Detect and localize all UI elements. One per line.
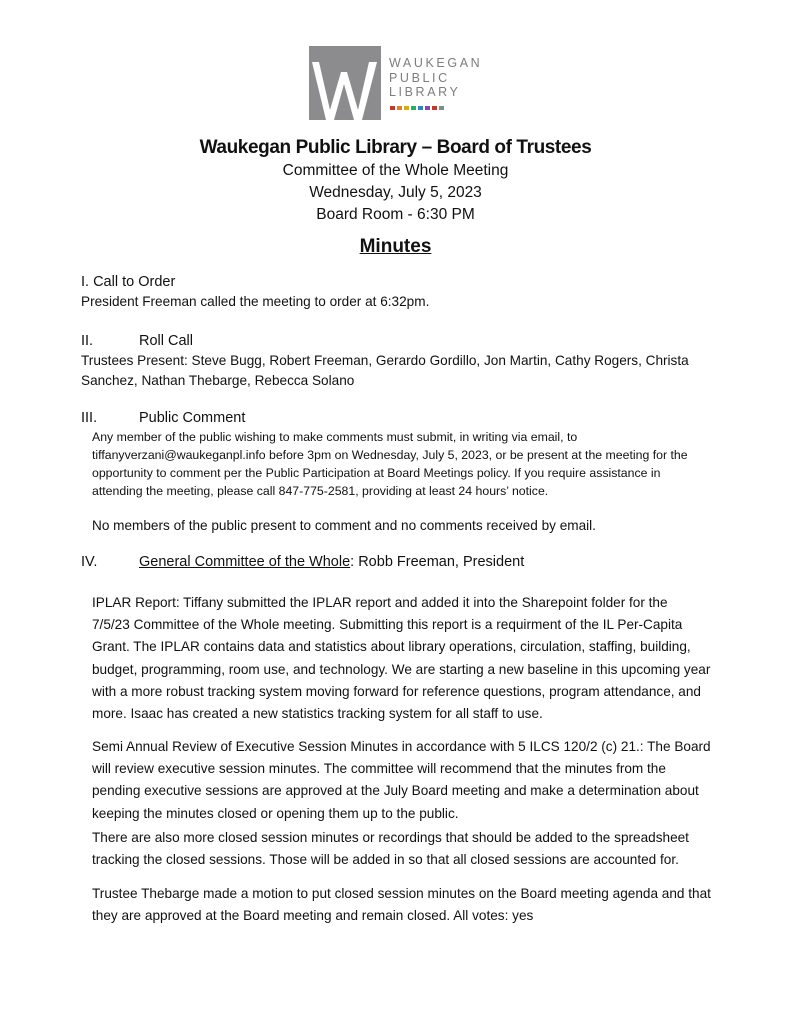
public-comment-notice-line: opportunity to comment per the Public Participation at Board Meetings policy. If you require assistance in — [92, 466, 661, 480]
section-general-committee-number: IV. — [81, 554, 98, 570]
public-comment-notice-line: attending the meeting, please call 847-775-2581, providing at least 24 hours’ notice. — [92, 484, 549, 498]
executive-session-review-paragraph — [92, 736, 711, 825]
closed-sessions-paragraph — [92, 827, 689, 871]
logo-dot — [425, 106, 430, 110]
paragraph-line: Semi Annual Review of Executive Session Minutes in accordance with 5 ILCS 120/2 (c) 21.: The Board — [92, 739, 711, 754]
paragraph-line: more. Isaac has created a new statistics tracking system for all staff to use. — [92, 706, 543, 722]
public-comment-body: No members of the public present to comment and no comments received by email. — [92, 518, 596, 533]
section-public-comment-number: III. — [81, 410, 98, 426]
logo-line: LIBRARY — [389, 85, 461, 99]
logo-dot — [397, 106, 402, 110]
paragraph-line: IPLAR Report: Tiffany submitted the IPLAR report and added it into the Sharepoint folder for the — [92, 595, 668, 610]
meeting-date: Wednesday, July 5, 2023 — [309, 184, 482, 201]
logo-wordmark — [389, 56, 482, 100]
section-general-committee-title — [139, 554, 524, 570]
section-roll-call-title: Roll Call — [139, 333, 193, 349]
document-title: Waukegan Public Library – Board of Trustees — [199, 137, 592, 158]
library-logo — [309, 46, 489, 120]
minutes-heading: Minutes — [359, 236, 432, 257]
logo-dot — [439, 106, 444, 110]
paragraph-line: will review executive session minutes. The committee will recommend that the minutes from the — [92, 761, 666, 777]
paragraph-line: pending executive sessions are approved at the July Board meeting and make a determination about — [92, 783, 699, 799]
section-roll-call-number: II. — [81, 333, 94, 349]
logo-dot — [432, 106, 437, 110]
general-committee-title-underlined: General Committee of the Whole — [139, 554, 351, 570]
paragraph-line: they are approved at the Board meeting and remain closed. All votes: yes — [92, 908, 534, 924]
motion-paragraph — [92, 883, 711, 927]
roll-call-line: Sanchez, Nathan Thebarge, Rebecca Solano — [81, 373, 355, 388]
paragraph-line: tracking the closed sessions. Those will be added in so that all closed sessions are accounted for. — [92, 852, 679, 868]
paragraph-line: with a more robust tracking system moving forward for reference questions, program attendance, and — [92, 683, 701, 699]
paragraph-line: budget, programming, room use, and technology. We are starting a new baseline in this upcoming year — [92, 661, 711, 677]
logo-w-mark-icon — [309, 52, 381, 120]
logo-dot — [418, 106, 423, 110]
logo-color-dots — [390, 106, 444, 110]
roll-call-line: Trustees Present: Steve Bugg, Robert Freeman, Gerardo Gordillo, Jon Martin, Cathy Rogers, Christa — [81, 353, 689, 368]
section-public-comment-title: Public Comment — [139, 410, 246, 426]
paragraph-line: keeping the minutes closed or opening them up to the public. — [92, 805, 459, 821]
logo-dot — [404, 106, 409, 110]
logo-line: WAUKEGAN — [389, 56, 483, 70]
public-comment-notice-line: tiffanyverzani@waukeganpl.info before 3pm on Wednesday, July 5, 2023, or be present at the meeting for the — [92, 448, 688, 462]
iplar-report-paragraph — [92, 592, 710, 725]
paragraph-line: 7/5/23 Committee of the Whole meeting. Submitting this report is a requirment of the IL Per-Capita — [92, 617, 683, 633]
paragraph-line: There are also more closed session minutes or recordings that should be added to the spreadsheet — [92, 830, 689, 845]
paragraph-line: Grant. The IPLAR contains data and statistics about library operations, circulation, staffing, building, — [92, 639, 691, 655]
logo-line: PUBLIC — [389, 70, 450, 85]
meeting-location: Board Room - 6:30 PM — [316, 206, 475, 223]
logo-dot — [411, 106, 416, 110]
section-call-to-order-title: I. Call to Order — [81, 274, 176, 290]
general-committee-title-rest: : Robb Freeman, President — [350, 554, 525, 570]
logo-dot — [390, 106, 395, 110]
public-comment-notice-line: Any member of the public wishing to make comments must submit, in writing via email, to — [92, 430, 578, 444]
meeting-type: Committee of the Whole Meeting — [282, 162, 509, 179]
section-call-to-order-body: President Freeman called the meeting to order at 6:32pm. — [81, 294, 430, 309]
paragraph-line: Trustee Thebarge made a motion to put closed session minutes on the Board meeting agenda and that — [92, 886, 711, 901]
